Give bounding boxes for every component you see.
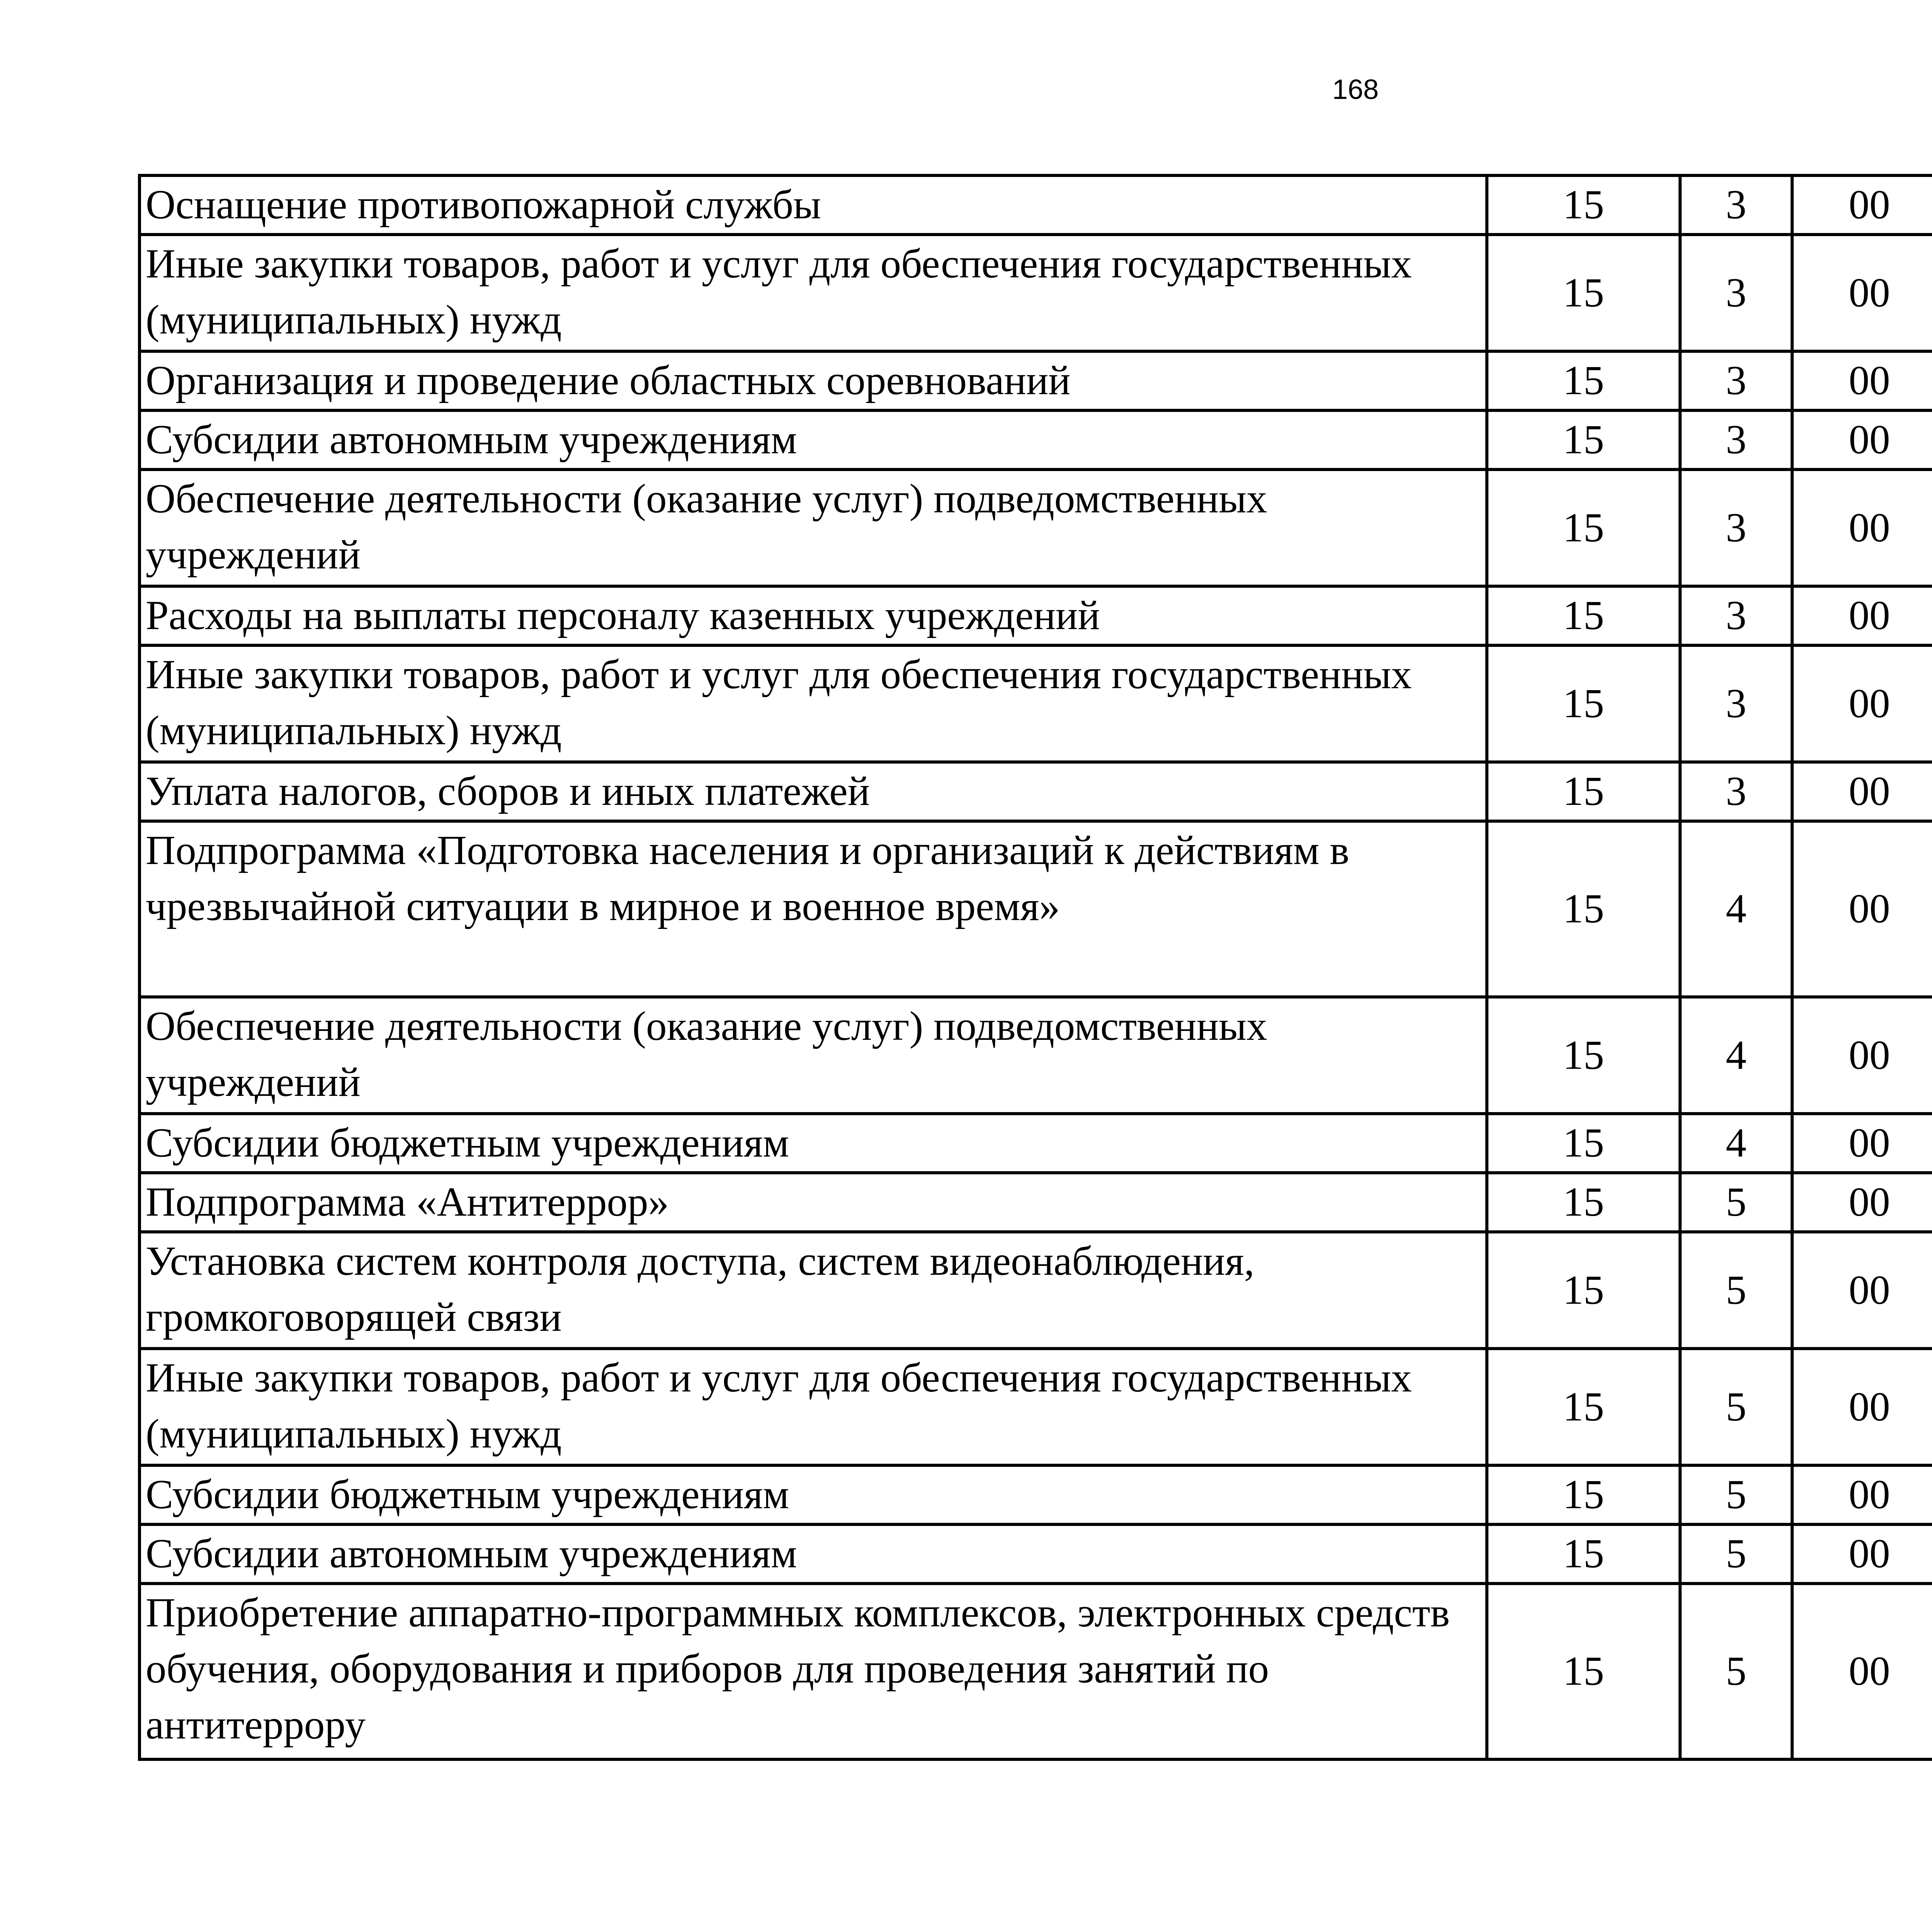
row-name: Установка систем контроля доступа, систем видеонаблюдения, громкоговорящей связи — [139, 1232, 1487, 1349]
table-row — [139, 1465, 1932, 1524]
code-main-event: 00 — [1792, 410, 1932, 469]
code-subprogram: 3 — [1680, 645, 1792, 762]
code-subprogram: 5 — [1680, 1584, 1792, 1759]
row-name: Уплата налогов, сборов и иных платежей — [139, 762, 1487, 821]
row-name: Подпрограмма «Подготовка населения и организаций к действиям в чрезвычайной ситуации в мирное и военное время» — [139, 821, 1487, 997]
table-row — [139, 175, 1932, 235]
code-section: 15 — [1487, 1349, 1680, 1465]
row-name: Оснащение противопожарной службы — [139, 175, 1487, 235]
row-name: Обеспечение деятельности (оказание услуг) подведомственных учреждений — [139, 469, 1487, 586]
code-main-event: 00 — [1792, 762, 1932, 821]
code-main-event: 00 — [1792, 175, 1932, 235]
table-row — [139, 469, 1932, 586]
code-subprogram: 3 — [1680, 410, 1792, 469]
row-name: Обеспечение деятельности (оказание услуг) подведомственных учреждений — [139, 997, 1487, 1114]
row-name: Иные закупки товаров, работ и услуг для обеспечения государственных (муниципальных) нужд — [139, 1349, 1487, 1465]
budget-table-body — [139, 175, 1932, 1759]
table-row — [139, 235, 1932, 351]
code-section: 15 — [1487, 469, 1680, 586]
row-name: Иные закупки товаров, работ и услуг для обеспечения государственных (муниципальных) нужд — [139, 645, 1487, 762]
code-main-event: 00 — [1792, 469, 1932, 586]
code-section: 15 — [1487, 762, 1680, 821]
code-main-event: 00 — [1792, 1173, 1932, 1232]
code-section: 15 — [1487, 1524, 1680, 1584]
code-subprogram: 3 — [1680, 469, 1792, 586]
code-main-event: 00 — [1792, 1349, 1932, 1465]
code-subprogram: 3 — [1680, 586, 1792, 645]
code-section: 15 — [1487, 235, 1680, 351]
row-name: Приобретение аппаратно-программных комплексов, электронных средств обучения, оборудования и приборов для проведения занятий по антитеррору — [139, 1584, 1487, 1759]
table-row — [139, 762, 1932, 821]
table-row — [139, 1114, 1932, 1173]
code-main-event: 00 — [1792, 586, 1932, 645]
table-row — [139, 645, 1932, 762]
table-row — [139, 1584, 1932, 1759]
code-section: 15 — [1487, 351, 1680, 410]
page-number: 168 — [1332, 74, 1379, 105]
code-main-event: 00 — [1792, 235, 1932, 351]
row-name: Субсидии бюджетным учреждениям — [139, 1114, 1487, 1173]
row-name: Иные закупки товаров, работ и услуг для обеспечения государственных (муниципальных) нужд — [139, 235, 1487, 351]
budget-table — [138, 174, 1932, 1761]
code-main-event: 00 — [1792, 645, 1932, 762]
code-main-event: 00 — [1792, 1114, 1932, 1173]
code-subprogram: 4 — [1680, 1114, 1792, 1173]
code-subprogram: 3 — [1680, 351, 1792, 410]
code-main-event: 00 — [1792, 351, 1932, 410]
row-name: Расходы на выплаты персоналу казенных учреждений — [139, 586, 1487, 645]
code-section: 15 — [1487, 175, 1680, 235]
table-row — [139, 1173, 1932, 1232]
code-section: 15 — [1487, 1584, 1680, 1759]
code-section: 15 — [1487, 997, 1680, 1114]
code-subprogram: 3 — [1680, 235, 1792, 351]
code-main-event: 00 — [1792, 821, 1932, 997]
table-row — [139, 1349, 1932, 1465]
code-subprogram: 5 — [1680, 1349, 1792, 1465]
row-name: Субсидии автономным учреждениям — [139, 410, 1487, 469]
code-subprogram: 3 — [1680, 175, 1792, 235]
table-row — [139, 410, 1932, 469]
code-subprogram: 5 — [1680, 1524, 1792, 1584]
code-section: 15 — [1487, 1173, 1680, 1232]
code-subprogram: 5 — [1680, 1465, 1792, 1524]
row-name: Субсидии бюджетным учреждениям — [139, 1465, 1487, 1524]
code-subprogram: 4 — [1680, 997, 1792, 1114]
code-section: 15 — [1487, 1114, 1680, 1173]
code-section: 15 — [1487, 645, 1680, 762]
code-main-event: 00 — [1792, 1465, 1932, 1524]
code-main-event: 00 — [1792, 1232, 1932, 1349]
table-row — [139, 1232, 1932, 1349]
code-section: 15 — [1487, 586, 1680, 645]
code-section: 15 — [1487, 1465, 1680, 1524]
code-subprogram: 5 — [1680, 1173, 1792, 1232]
code-subprogram: 4 — [1680, 821, 1792, 997]
table-row — [139, 821, 1932, 997]
code-subprogram: 3 — [1680, 762, 1792, 821]
row-name: Подпрограмма «Антитеррор» — [139, 1173, 1487, 1232]
table-row — [139, 997, 1932, 1114]
code-subprogram: 5 — [1680, 1232, 1792, 1349]
code-section: 15 — [1487, 410, 1680, 469]
code-section: 15 — [1487, 1232, 1680, 1349]
table-row — [139, 586, 1932, 645]
table-row — [139, 351, 1932, 410]
code-section: 15 — [1487, 821, 1680, 997]
code-main-event: 00 — [1792, 997, 1932, 1114]
code-main-event: 00 — [1792, 1584, 1932, 1759]
table-row — [139, 1524, 1932, 1584]
code-main-event: 00 — [1792, 1524, 1932, 1584]
row-name: Организация и проведение областных соревнований — [139, 351, 1487, 410]
row-name: Субсидии автономным учреждениям — [139, 1524, 1487, 1584]
